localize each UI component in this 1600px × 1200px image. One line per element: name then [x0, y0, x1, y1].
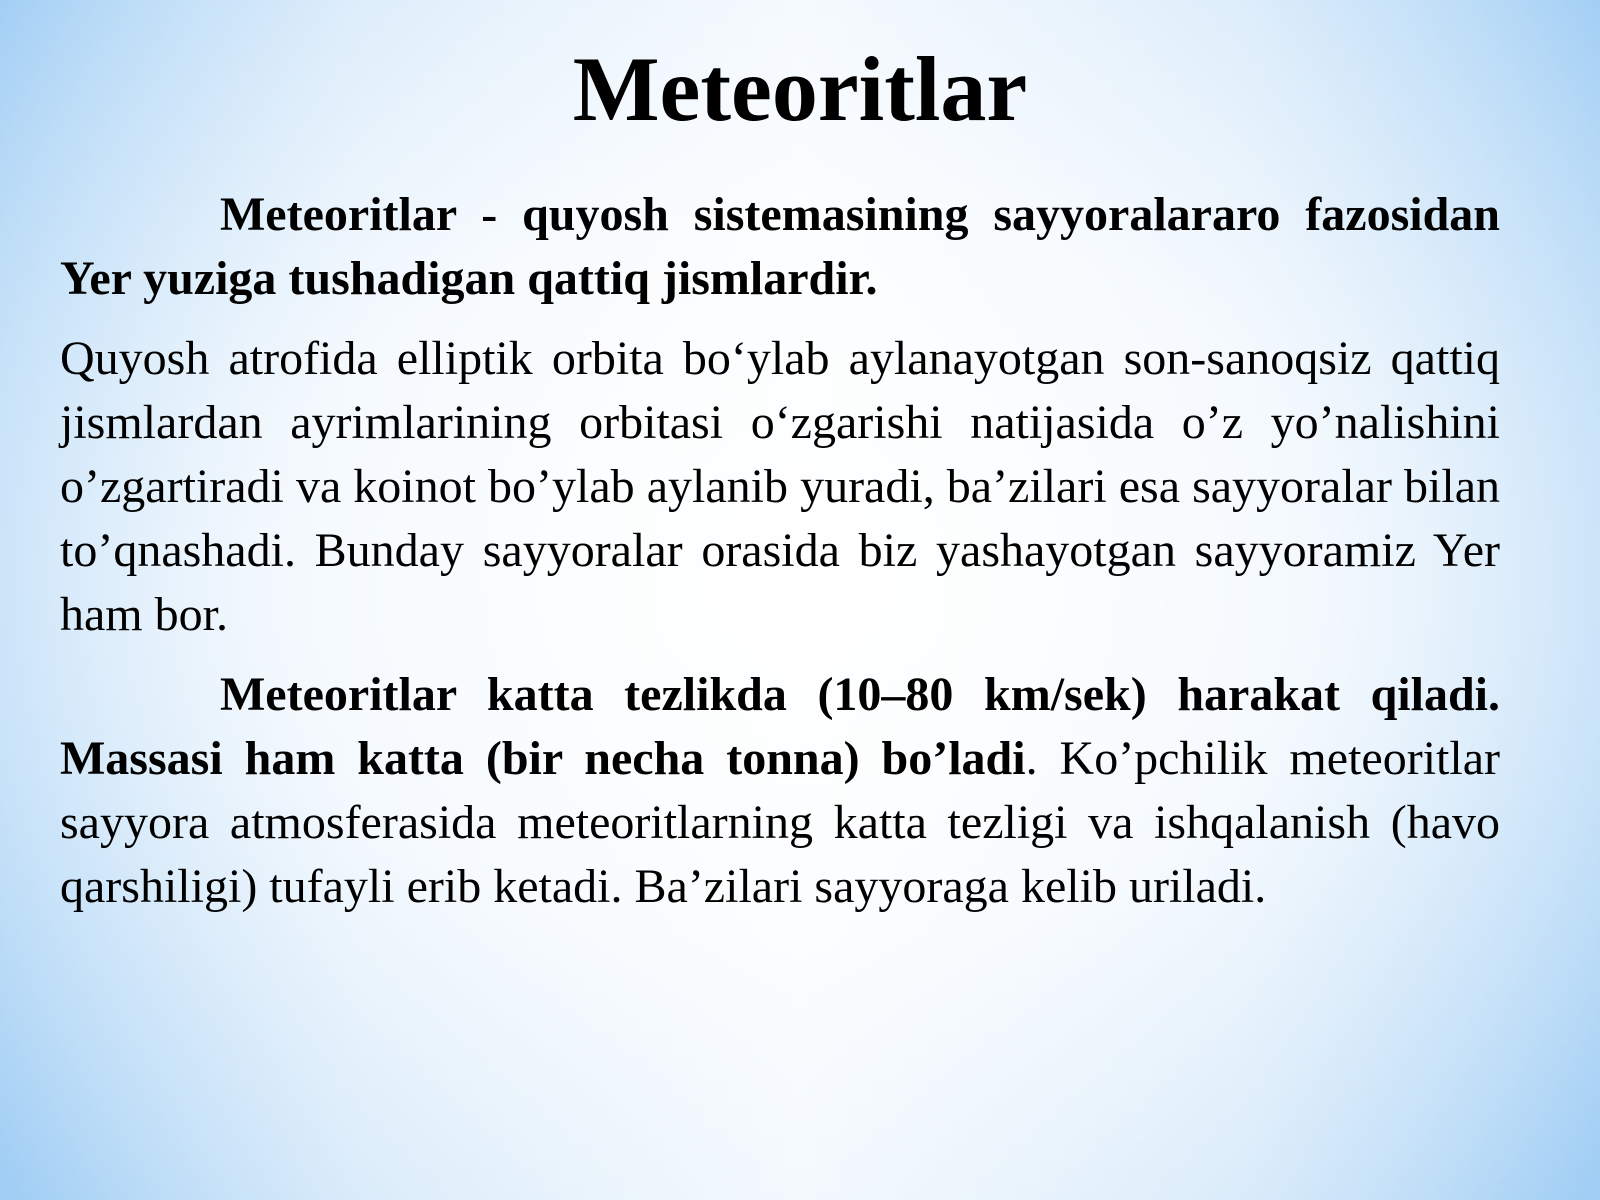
orbit-text: Quyosh atrofida elliptik orbita bo‘ylab aylanayotgan son-sanoqsiz qattiq jismlardan ayrimlarining orbitasi o‘zgarishi natijasida o’z yo’nalishini o’zgartiradi va koinot bo’ylab aylanib yuradi, ba’zilari esa sayyoralar bilan to’qnashadi. Bunday sayyoralar orasida biz yashayotgan sayyoramiz Yer ham bor. — [60, 332, 1500, 641]
speed-bold-text: Meteoritlar katta tezlikda (10–80 km/sek) harakat qiladi. Massasi ham katta (bir necha tonna) bo’ladi — [60, 668, 1500, 785]
slide-body — [60, 183, 1500, 919]
definition-paragraph — [60, 183, 1500, 311]
speed-paragraph — [60, 663, 1500, 919]
slide-title: Meteoritlar — [572, 38, 1028, 140]
definition-text: Meteoritlar - quyosh sistemasining sayyoralararo fazosidan Yer yuziga tushadigan qattiq jismlardir. — [60, 188, 1500, 305]
orbit-paragraph — [60, 327, 1500, 647]
speed-text: . Ko’pchilik meteoritlar sayyora atmosferasida meteoritlarning katta tezligi va ishqalanish (havo qarshiligi) tufayli erib ketadi. Ba’zilari sayyoraga kelib uriladi. — [60, 732, 1500, 913]
